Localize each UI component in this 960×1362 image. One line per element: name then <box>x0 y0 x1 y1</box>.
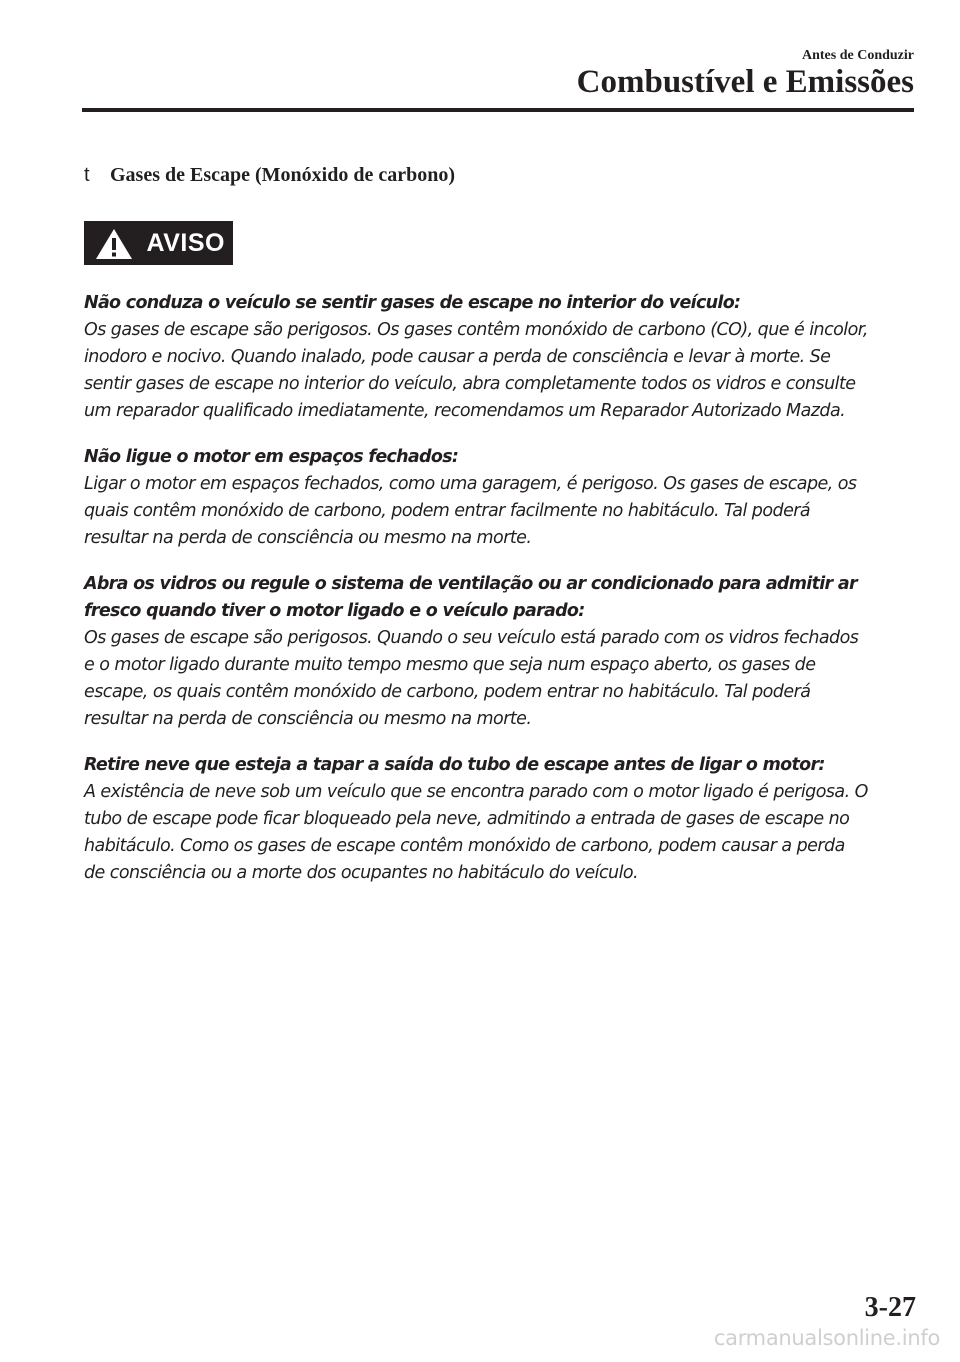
warning-line: tubo de escape pode ficar bloqueado pela neve, admitindo a entrada de gases de escape no <box>84 809 850 829</box>
warning-label: AVISO <box>146 228 225 257</box>
warning-line: quais contêm monóxido de carbono, podem entrar facilmente no habitáculo. Tal poderá <box>84 501 811 521</box>
warning-block <box>84 290 916 425</box>
warning-line: Os gases de escape são perigosos. Quando o seu veículo está parado com os vidros fechados <box>84 628 859 648</box>
warning-title: Não conduza o veículo se sentir gases de escape no interior do veículo: <box>84 293 741 313</box>
warning-title: Abra os vidros ou regule o sistema de ventilação ou ar condicionado para admitir ar fresco quando tiver o motor ligado e o veículo parado: <box>84 574 857 621</box>
warning-line: escape, os quais contêm monóxido de carbono, podem entrar no habitáculo. Tal poderá <box>84 682 811 702</box>
header-section: Antes de Conduzir <box>801 48 914 63</box>
warning-title: Não ligue o motor em espaços fechados: <box>84 447 459 467</box>
warning-line: de consciência ou a morte dos ocupantes no habitáculo do veículo. <box>84 863 639 883</box>
header-rule <box>82 108 914 112</box>
warning-line: e o motor ligado durante muito tempo mesmo que seja num espaço aberto, os gases de <box>84 655 816 675</box>
warning-title: Retire neve que esteja a tapar a saída do tubo de escape antes de ligar o motor: <box>84 755 825 775</box>
watermark: carmanualsonline.info <box>713 1326 940 1350</box>
warning-line: resultar na perda de consciência ou mesmo na morte. <box>84 528 532 548</box>
heading-text: Gases de Escape (Monóxido de carbono) <box>110 164 455 186</box>
warning-block <box>84 444 916 552</box>
warning-line: Ligar o motor em espaços fechados, como uma garagem, é perigoso. Os gases de escape, os <box>84 474 857 494</box>
warning-list <box>84 290 916 906</box>
heading-bullet: t <box>84 164 90 186</box>
page-number: 3-27 <box>864 1292 916 1323</box>
warning-line: A existência de neve sob um veículo que se encontra parado com o motor ligado é perigosa. O <box>84 782 868 802</box>
warning-block <box>84 752 916 887</box>
warning-line: resultar na perda de consciência ou mesmo na morte. <box>84 709 532 729</box>
page-title: Combustível e Emissões <box>576 64 914 100</box>
warning-triangle-icon <box>94 227 134 261</box>
warning-line: habitáculo. Como os gases de escape contêm monóxido de carbono, podem causar a perda <box>84 836 845 856</box>
section-heading <box>84 162 904 188</box>
warning-badge <box>84 221 233 265</box>
warning-line: inodoro e nocivo. Quando inalado, pode causar a perda de consciência e levar à morte. Se <box>84 347 831 367</box>
warning-line: Os gases de escape são perigosos. Os gases contêm monóxido de carbono (CO), que é incolor, <box>84 320 868 340</box>
warning-line: sentir gases de escape no interior do veículo, abra completamente todos os vidros e consulte <box>84 374 856 394</box>
warning-block <box>84 571 916 733</box>
warning-line: um reparador qualificado imediatamente, recomendamos um Reparador Autorizado Mazda. <box>84 401 846 421</box>
